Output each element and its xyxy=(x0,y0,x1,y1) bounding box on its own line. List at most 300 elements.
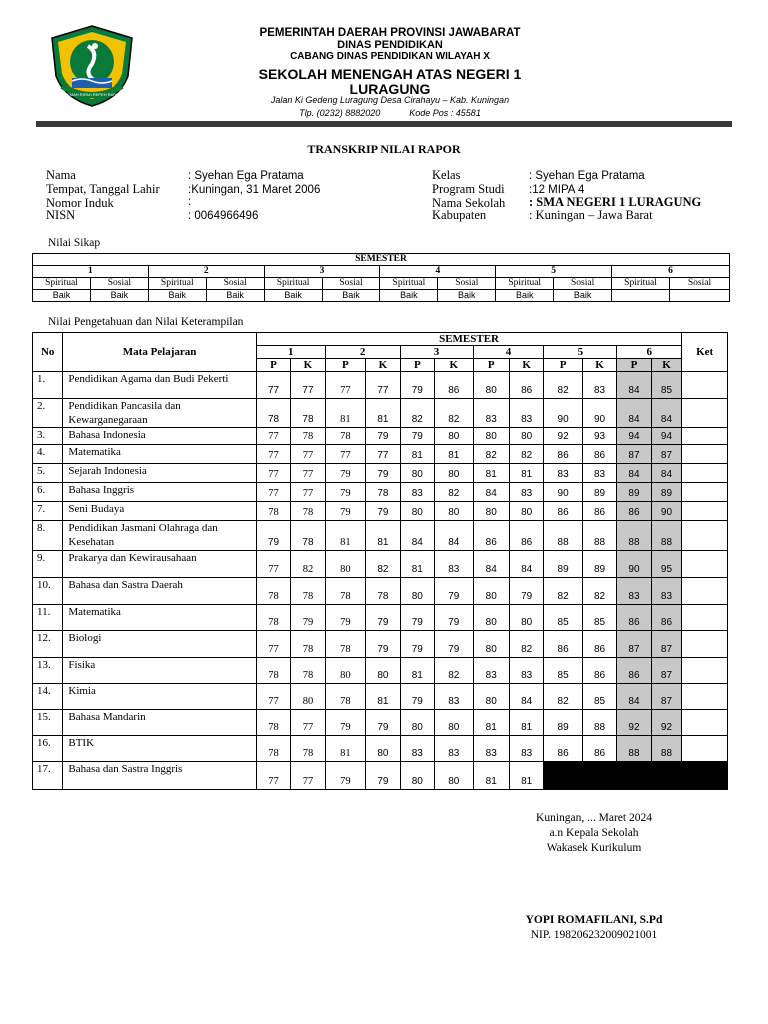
sikap-value: Baik xyxy=(438,290,496,302)
score-cell: 82 xyxy=(366,551,400,578)
ket-cell xyxy=(682,502,728,521)
section-nilai-sikap: Nilai Sikap xyxy=(48,237,101,249)
score-cell: 78 xyxy=(291,658,325,684)
score-cell: 83 xyxy=(435,736,473,762)
sikap-semester-header: SEMESTER xyxy=(33,254,730,266)
sikap-value-row xyxy=(33,290,730,302)
grades-sub-p-5: P xyxy=(544,359,582,372)
score-cell: 81 xyxy=(400,658,434,684)
row-number: 17. xyxy=(33,762,63,790)
score-cell: 81 xyxy=(325,521,366,551)
score-cell: 80 xyxy=(509,605,543,631)
score-cell xyxy=(582,762,616,790)
score-cell: 79 xyxy=(325,762,366,790)
grades-semester-5: 5 xyxy=(544,346,617,359)
score-cell: 88 xyxy=(617,736,651,762)
sikap-value xyxy=(612,290,670,302)
score-cell: 78 xyxy=(325,578,366,605)
score-cell: 82 xyxy=(435,399,473,428)
score-cell: 78 xyxy=(291,736,325,762)
score-cell: 83 xyxy=(509,483,543,502)
value-kelas: : Syehan Ega Pratama xyxy=(529,170,645,182)
score-cell: 84 xyxy=(473,551,509,578)
score-cell: 80 xyxy=(473,605,509,631)
sikap-semester-4: 4 xyxy=(380,266,496,278)
score-cell: 81 xyxy=(473,762,509,790)
row-number: 15. xyxy=(33,710,63,736)
row-number: 9. xyxy=(33,551,63,578)
score-cell xyxy=(617,762,651,790)
score-cell: 83 xyxy=(400,736,434,762)
score-cell: 85 xyxy=(582,684,616,710)
col-header-ket: Ket xyxy=(682,333,728,372)
row-number: 2. xyxy=(33,399,63,428)
score-cell: 92 xyxy=(544,428,582,445)
grades-sub-p-1: P xyxy=(256,359,290,372)
sikap-value: Baik xyxy=(33,290,91,302)
score-cell: 78 xyxy=(291,578,325,605)
score-cell: 79 xyxy=(509,578,543,605)
score-cell: 81 xyxy=(400,445,434,464)
score-cell: 88 xyxy=(582,710,616,736)
score-cell: 80 xyxy=(400,578,434,605)
sikap-table xyxy=(32,253,730,302)
grades-semester-3: 3 xyxy=(400,346,473,359)
score-cell: 78 xyxy=(256,502,290,521)
score-cell: 81 xyxy=(509,710,543,736)
score-cell: 79 xyxy=(435,605,473,631)
score-cell: 84 xyxy=(651,464,682,483)
score-cell: 86 xyxy=(582,658,616,684)
sikap-value: Baik xyxy=(496,290,554,302)
score-cell: 80 xyxy=(325,551,366,578)
row-number: 1. xyxy=(33,372,63,399)
grades-sub-p-2: P xyxy=(325,359,366,372)
sikap-sub-spiritual-5: Spiritual xyxy=(496,278,554,290)
score-cell: 77 xyxy=(256,762,290,790)
sikap-subheader-row xyxy=(33,278,730,290)
score-cell: 78 xyxy=(325,631,366,658)
score-cell: 80 xyxy=(325,658,366,684)
table-row xyxy=(33,551,728,578)
score-cell: 86 xyxy=(617,605,651,631)
score-cell: 77 xyxy=(256,464,290,483)
sikap-sub-spiritual-2: Spiritual xyxy=(148,278,206,290)
score-cell: 81 xyxy=(325,399,366,428)
score-cell: 77 xyxy=(291,464,325,483)
ket-cell xyxy=(682,631,728,658)
score-cell: 80 xyxy=(400,464,434,483)
score-cell: 82 xyxy=(544,372,582,399)
sikap-value: Baik xyxy=(90,290,148,302)
score-cell: 89 xyxy=(582,483,616,502)
table-row xyxy=(33,710,728,736)
grades-semester-6: 6 xyxy=(617,346,682,359)
score-cell: 86 xyxy=(435,372,473,399)
subject-name: Bahasa Mandarin xyxy=(63,710,256,736)
score-cell: 94 xyxy=(617,428,651,445)
score-cell: 82 xyxy=(435,658,473,684)
score-cell: 89 xyxy=(544,551,582,578)
signature-on-behalf: a.n Kepala Sekolah xyxy=(549,827,639,839)
score-cell: 78 xyxy=(325,684,366,710)
score-cell: 77 xyxy=(291,710,325,736)
subject-name: Prakarya dan Kewirausahaan xyxy=(63,551,256,578)
signature-nip: NIP. 198206232009021001 xyxy=(530,929,658,941)
row-number: 12. xyxy=(33,631,63,658)
score-cell: 83 xyxy=(473,736,509,762)
score-cell: 82 xyxy=(544,578,582,605)
sikap-semester-3: 3 xyxy=(264,266,380,278)
sikap-sub-sosial-5: Sosial xyxy=(554,278,612,290)
table-row xyxy=(33,521,728,551)
score-cell: 79 xyxy=(366,710,400,736)
score-cell: 83 xyxy=(509,658,543,684)
table-row xyxy=(33,372,728,399)
col-header-no: No xyxy=(33,333,63,372)
score-cell: 87 xyxy=(651,684,682,710)
score-cell: 80 xyxy=(435,428,473,445)
score-cell: 78 xyxy=(366,578,400,605)
document-title: TRANSKRIP NILAI RAPOR xyxy=(307,142,461,156)
score-cell: 77 xyxy=(366,372,400,399)
score-cell: 80 xyxy=(473,502,509,521)
table-row xyxy=(33,658,728,684)
label-nama: Nama xyxy=(46,168,76,182)
score-cell: 95 xyxy=(651,551,682,578)
score-cell: 81 xyxy=(325,736,366,762)
score-cell: 82 xyxy=(473,445,509,464)
value-nisn: : 0064966496 xyxy=(188,210,259,222)
score-cell: 78 xyxy=(291,521,325,551)
score-cell: 83 xyxy=(473,658,509,684)
label-nama-sekolah: Nama Sekolah xyxy=(432,196,506,210)
sikap-sub-sosial-4: Sosial xyxy=(438,278,496,290)
score-cell: 81 xyxy=(400,551,434,578)
table-row xyxy=(33,736,728,762)
provincial-logo xyxy=(48,24,136,108)
table-row xyxy=(33,631,728,658)
table-row xyxy=(33,483,728,502)
score-cell: 79 xyxy=(400,605,434,631)
subject-name: Pendidikan Agama dan Budi Pekerti xyxy=(63,372,256,399)
score-cell: 82 xyxy=(509,631,543,658)
school-address: Jalan Ki Gedeng Luragung Desa Cirahayu – Kab. Kuningan xyxy=(270,95,510,105)
label-nisn: NISN xyxy=(46,208,76,222)
ket-cell xyxy=(682,578,728,605)
score-cell: 83 xyxy=(509,399,543,428)
row-number: 8. xyxy=(33,521,63,551)
score-cell: 80 xyxy=(509,502,543,521)
score-cell: 84 xyxy=(617,372,651,399)
row-number: 5. xyxy=(33,464,63,483)
score-cell: 86 xyxy=(509,372,543,399)
sikap-value: Baik xyxy=(322,290,380,302)
score-cell: 77 xyxy=(256,551,290,578)
score-cell: 89 xyxy=(582,551,616,578)
score-cell: 94 xyxy=(651,428,682,445)
score-cell: 90 xyxy=(544,399,582,428)
score-cell: 83 xyxy=(651,578,682,605)
score-cell: 79 xyxy=(366,464,400,483)
score-cell: 79 xyxy=(325,502,366,521)
sikap-sub-spiritual-1: Spiritual xyxy=(33,278,91,290)
score-cell: 78 xyxy=(291,399,325,428)
score-cell: 83 xyxy=(617,578,651,605)
score-cell: 78 xyxy=(291,502,325,521)
sikap-value: Baik xyxy=(554,290,612,302)
score-cell: 92 xyxy=(651,710,682,736)
subject-name: Bahasa dan Sastra Inggris xyxy=(63,762,256,790)
score-cell: 86 xyxy=(544,502,582,521)
score-cell: 90 xyxy=(544,483,582,502)
score-cell: 78 xyxy=(256,736,290,762)
score-cell: 87 xyxy=(617,631,651,658)
score-cell: 82 xyxy=(544,684,582,710)
score-cell: 80 xyxy=(291,684,325,710)
score-cell: 84 xyxy=(435,521,473,551)
score-cell: 79 xyxy=(366,605,400,631)
score-cell: 79 xyxy=(435,631,473,658)
label-ttl: Tempat, Tanggal Lahir xyxy=(46,182,160,196)
score-cell: 78 xyxy=(366,483,400,502)
score-cell: 80 xyxy=(435,502,473,521)
score-cell: 79 xyxy=(325,483,366,502)
table-row xyxy=(33,762,728,790)
subject-name: Seni Budaya xyxy=(63,502,256,521)
score-cell: 88 xyxy=(651,736,682,762)
score-cell: 86 xyxy=(582,502,616,521)
table-row xyxy=(33,428,728,445)
score-cell: 85 xyxy=(582,605,616,631)
score-cell: 82 xyxy=(435,483,473,502)
subject-name: Sejarah Indonesia xyxy=(63,464,256,483)
school-postcode: Kode Pos : 45581 xyxy=(409,108,481,118)
table-row xyxy=(33,445,728,464)
score-cell: 83 xyxy=(473,399,509,428)
score-cell: 79 xyxy=(435,578,473,605)
score-cell: 77 xyxy=(366,445,400,464)
score-cell: 90 xyxy=(651,502,682,521)
grades-sub-p-3: P xyxy=(400,359,434,372)
score-cell: 78 xyxy=(256,399,290,428)
ket-cell xyxy=(682,605,728,631)
sikap-semester-row xyxy=(33,266,730,278)
grades-sub-k-1: K xyxy=(291,359,325,372)
score-cell: 87 xyxy=(651,658,682,684)
table-row xyxy=(33,684,728,710)
sikap-sub-spiritual-4: Spiritual xyxy=(380,278,438,290)
grades-sub-p-6: P xyxy=(617,359,651,372)
govt-line: PEMERINTAH DAERAH PROVINSI JAWABARAT xyxy=(259,27,521,39)
score-cell: 78 xyxy=(256,578,290,605)
score-cell: 77 xyxy=(256,428,290,445)
score-cell: 88 xyxy=(651,521,682,551)
score-cell: 84 xyxy=(651,399,682,428)
score-cell: 78 xyxy=(256,710,290,736)
ket-cell xyxy=(682,445,728,464)
sikap-sub-spiritual-6: Spiritual xyxy=(612,278,670,290)
score-cell: 79 xyxy=(325,710,366,736)
ket-cell xyxy=(682,551,728,578)
score-cell: 85 xyxy=(651,372,682,399)
score-cell: 79 xyxy=(400,684,434,710)
ket-cell xyxy=(682,399,728,428)
school-name-line1: SEKOLAH MENENGAH ATAS NEGERI 1 xyxy=(258,66,522,82)
score-cell: 90 xyxy=(582,399,616,428)
score-cell: 92 xyxy=(617,710,651,736)
score-cell: 80 xyxy=(473,684,509,710)
row-number: 3. xyxy=(33,428,63,445)
score-cell: 80 xyxy=(473,631,509,658)
sikap-value: Baik xyxy=(264,290,322,302)
score-cell: 79 xyxy=(366,762,400,790)
score-cell: 87 xyxy=(651,631,682,658)
score-cell: 86 xyxy=(544,445,582,464)
score-cell: 80 xyxy=(473,372,509,399)
score-cell xyxy=(651,762,682,790)
score-cell: 81 xyxy=(366,684,400,710)
row-number: 4. xyxy=(33,445,63,464)
sikap-value: Baik xyxy=(380,290,438,302)
table-row xyxy=(33,605,728,631)
row-number: 11. xyxy=(33,605,63,631)
row-number: 16. xyxy=(33,736,63,762)
score-cell: 80 xyxy=(473,428,509,445)
sikap-semester-6: 6 xyxy=(612,266,730,278)
sikap-value: Baik xyxy=(148,290,206,302)
table-row xyxy=(33,464,728,483)
value-kabupaten: : Kuningan – Jawa Barat xyxy=(529,208,653,222)
grades-semester-1: 1 xyxy=(256,346,325,359)
score-cell: 78 xyxy=(256,658,290,684)
score-cell: 77 xyxy=(325,372,366,399)
score-cell: 87 xyxy=(617,445,651,464)
letterhead-divider xyxy=(36,121,732,127)
sikap-semester-2: 2 xyxy=(148,266,264,278)
score-cell: 88 xyxy=(582,521,616,551)
score-cell: 84 xyxy=(473,483,509,502)
sikap-value: Baik xyxy=(206,290,264,302)
grades-sub-p-4: P xyxy=(473,359,509,372)
score-cell: 82 xyxy=(509,445,543,464)
score-cell: 86 xyxy=(617,502,651,521)
label-kelas: Kelas xyxy=(432,168,461,182)
table-row xyxy=(33,578,728,605)
subject-name: Matematika xyxy=(63,605,256,631)
score-cell: 77 xyxy=(325,445,366,464)
score-cell: 79 xyxy=(400,428,434,445)
score-cell: 93 xyxy=(582,428,616,445)
score-cell: 90 xyxy=(617,551,651,578)
school-contact xyxy=(150,108,630,118)
row-number: 6. xyxy=(33,483,63,502)
logo-motto: GEMAH RIPAH REPEH RAPIH xyxy=(64,92,120,97)
subject-name: Bahasa Indonesia xyxy=(63,428,256,445)
value-nama-sekolah: : SMA NEGERI 1 LURAGUNG xyxy=(529,195,702,209)
score-cell: 77 xyxy=(256,684,290,710)
score-cell: 89 xyxy=(544,710,582,736)
label-kabupaten: Kabupaten xyxy=(432,208,487,222)
subject-name: Matematika xyxy=(63,445,256,464)
branch-line: CABANG DINAS PENDIDIKAN WILAYAH X xyxy=(290,51,490,62)
grades-sub-k-3: K xyxy=(435,359,473,372)
score-cell: 85 xyxy=(544,658,582,684)
score-cell: 83 xyxy=(509,736,543,762)
score-cell: 84 xyxy=(617,399,651,428)
section-nilai-pengetahuan: Nilai Pengetahuan dan Nilai Keterampilan xyxy=(48,316,244,328)
col-header-semester: SEMESTER xyxy=(256,333,681,346)
score-cell: 80 xyxy=(435,464,473,483)
score-cell: 77 xyxy=(291,445,325,464)
score-cell: 86 xyxy=(473,521,509,551)
row-number: 7. xyxy=(33,502,63,521)
table-row xyxy=(33,502,728,521)
score-cell: 82 xyxy=(400,399,434,428)
score-cell: 77 xyxy=(256,372,290,399)
score-cell: 80 xyxy=(366,658,400,684)
score-cell: 85 xyxy=(544,605,582,631)
score-cell: 89 xyxy=(617,483,651,502)
score-cell: 78 xyxy=(291,631,325,658)
subject-name: BTIK xyxy=(63,736,256,762)
subject-name: Biologi xyxy=(63,631,256,658)
grades-sub-k-5: K xyxy=(582,359,616,372)
score-cell: 78 xyxy=(325,428,366,445)
score-cell: 82 xyxy=(291,551,325,578)
score-cell: 80 xyxy=(400,710,434,736)
score-cell: 81 xyxy=(366,521,400,551)
score-cell: 79 xyxy=(256,521,290,551)
row-number: 10. xyxy=(33,578,63,605)
score-cell: 88 xyxy=(617,521,651,551)
score-cell: 81 xyxy=(366,399,400,428)
score-cell: 84 xyxy=(509,684,543,710)
grades-sub-k-2: K xyxy=(366,359,400,372)
score-cell: 84 xyxy=(509,551,543,578)
score-cell: 79 xyxy=(366,502,400,521)
sikap-sub-sosial-3: Sosial xyxy=(322,278,380,290)
score-cell: 79 xyxy=(400,372,434,399)
score-cell: 86 xyxy=(651,605,682,631)
score-cell: 80 xyxy=(400,762,434,790)
score-cell: 80 xyxy=(366,736,400,762)
score-cell: 80 xyxy=(509,428,543,445)
score-cell: 79 xyxy=(400,631,434,658)
sikap-semester-5: 5 xyxy=(496,266,612,278)
row-number: 14. xyxy=(33,684,63,710)
grades-sub-k-4: K xyxy=(509,359,543,372)
sikap-sub-sosial-6: Sosial xyxy=(669,278,729,290)
sikap-semester-1: 1 xyxy=(33,266,149,278)
ket-cell xyxy=(682,464,728,483)
score-cell: 81 xyxy=(509,464,543,483)
score-cell: 86 xyxy=(544,631,582,658)
ket-cell xyxy=(682,658,728,684)
grades-semester-2: 2 xyxy=(325,346,400,359)
score-cell: 80 xyxy=(473,578,509,605)
score-cell xyxy=(544,762,582,790)
score-cell: 83 xyxy=(435,551,473,578)
score-cell: 78 xyxy=(256,605,290,631)
dept-line: DINAS PENDIDIKAN xyxy=(337,39,443,51)
score-cell: 77 xyxy=(256,445,290,464)
school-name-line2: LURAGUNG xyxy=(349,81,431,97)
score-cell: 83 xyxy=(582,372,616,399)
ket-cell xyxy=(682,710,728,736)
score-cell: 83 xyxy=(400,483,434,502)
row-number: 13. xyxy=(33,658,63,684)
